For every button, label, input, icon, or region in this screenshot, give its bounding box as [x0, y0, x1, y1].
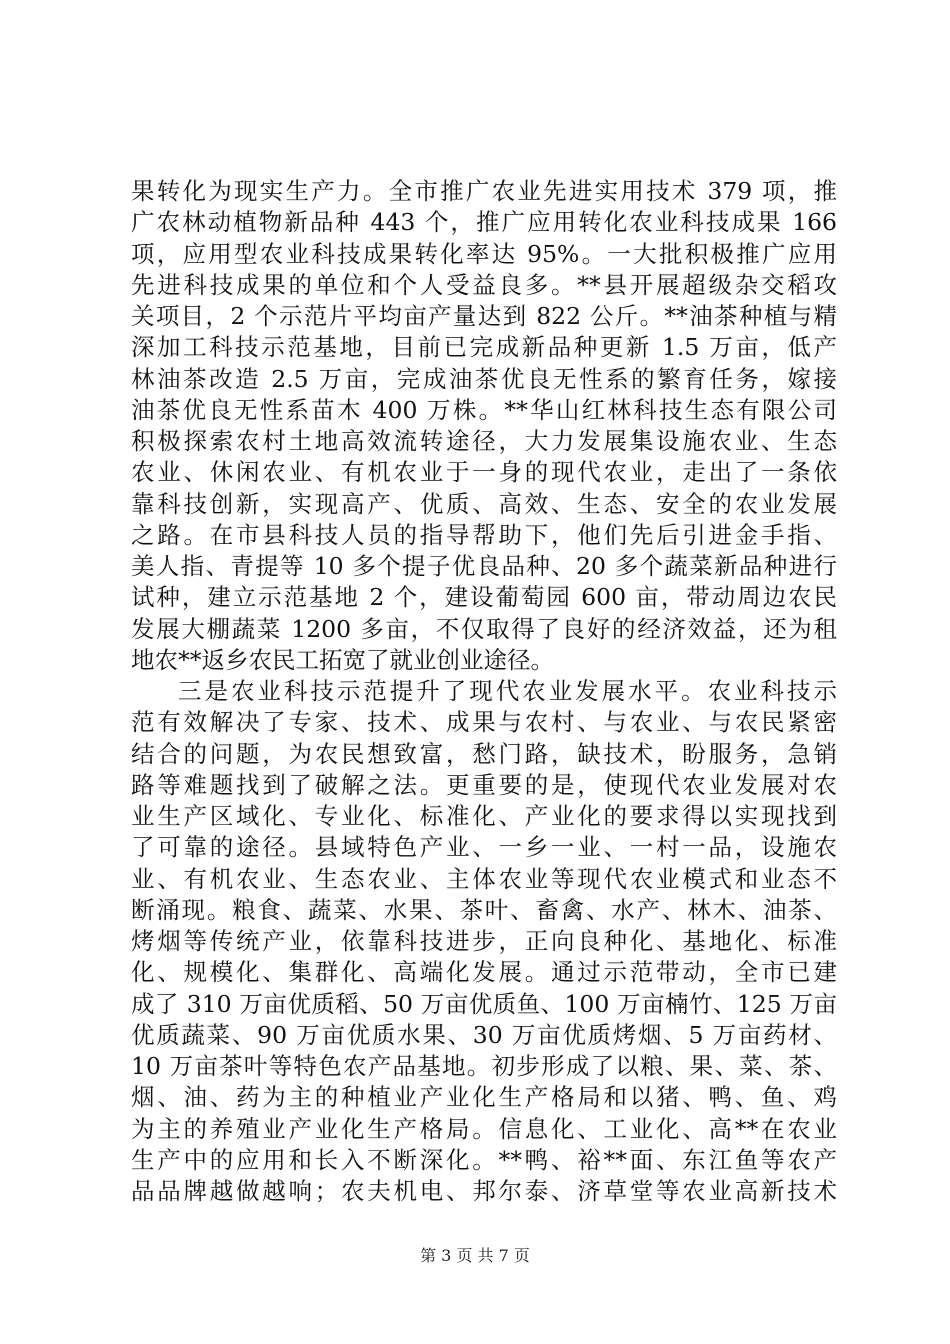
text-line: 项，应用型农业科技成果转化率达 95%。一大批积极推广应用: [131, 239, 837, 268]
text-line: 断涌现。粮食、蔬菜、水果、茶叶、畜禽、水产、林木、油茶、: [131, 895, 837, 924]
text-line: 为主的养殖业产业化生产格局。信息化、工业化、高**在农业: [131, 1114, 837, 1143]
text-line: 试种，建立示范基地 2 个，建设葡萄园 600 亩，带动周边农民: [131, 583, 837, 612]
text-line: 广农林动植物新品种 443 个，推广应用转化农业科技成果 166: [131, 208, 837, 237]
text-line: 结合的问题，为农民想致富，愁门路，缺技术，盼服务，急销: [131, 739, 837, 768]
text-line: 了可靠的途径。县域特色产业、一乡一业、一村一品，设施农: [131, 833, 837, 862]
text-line: 业生产区域化、专业化、标准化、产业化的要求得以实现找到: [131, 802, 837, 830]
text-line: 地农**返乡农民工拓宽了就业创业途径。: [131, 645, 554, 674]
text-line: 农业、休闲农业、有机农业于一身的现代农业，走出了一条依: [131, 458, 837, 487]
text-line: 10 万亩茶叶等特色农产品基地。初步形成了以粮、果、菜、茶、: [131, 1052, 837, 1080]
text-line: 果转化为现实生产力。全市推广农业先进实用技术 379 项，推: [131, 177, 837, 205]
text-line: 品品牌越做越响；农夫机电、邦尔泰、济草堂等农业高新技术: [131, 1177, 837, 1205]
page-number-footer: 第 3 页 共 7 页: [420, 1246, 530, 1265]
text-line: 优质蔬菜、90 万亩优质水果、30 万亩优质烤烟、5 万亩药材、: [131, 1020, 837, 1049]
text-line: 烟、油、药为主的种植业产业化生产格局和以猪、鸭、鱼、鸡: [131, 1083, 837, 1112]
text-line: 靠科技创新，实现高产、优质、高效、生态、安全的农业发展: [131, 489, 837, 518]
text-line: 关项目，2 个示范片平均亩产量达到 822 公斤。**油茶种植与精: [131, 302, 837, 330]
text-line: 化、规模化、集群化、高端化发展。通过示范带动，全市已建: [131, 958, 837, 987]
text-line: 成了 310 万亩优质稻、50 万亩优质鱼、100 万亩楠竹、125 万亩: [131, 989, 837, 1018]
text-line: 路等难题找到了破解之法。更重要的是，使现代农业发展对农: [131, 770, 837, 799]
text-line: 油茶优良无性系苗木 400 万株。**华山红林科技生态有限公司: [131, 395, 837, 424]
text-line: 范有效解决了专家、技术、成果与农村、与农业、与农民紧密: [131, 708, 837, 737]
text-line: 业、有机农业、生态农业、主体农业等现代农业模式和业态不: [131, 864, 837, 893]
text-line: 先进科技成果的单位和个人受益良多。**县开展超级杂交稻攻: [131, 270, 837, 299]
text-line: 林油茶改造 2.5 万亩，完成油茶优良无性系的繁育任务，嫁接: [131, 364, 837, 393]
text-line: 积极探索农村土地高效流转途径，大力发展集设施农业、生态: [131, 427, 837, 455]
text-line: 之路。在市县科技人员的指导帮助下，他们先后引进金手指、: [131, 520, 837, 549]
text-line: 发展大棚蔬菜 1200 多亩，不仅取得了良好的经济效益，还为租: [131, 614, 837, 643]
text-line: 生产中的应用和长入不断深化。**鸭、裕**面、东江鱼等农产: [131, 1145, 837, 1174]
paragraph-start-line: 三是农业科技示范提升了现代农业发展水平。农业科技示: [178, 677, 837, 705]
text-line: 深加工科技示范基地，目前已完成新品种更新 1.5 万亩，低产: [131, 333, 837, 362]
text-line: 美人指、青提等 10 多个提子优良品种、20 多个蔬菜新品种进行: [131, 552, 837, 580]
text-line: 烤烟等传统产业，依靠科技进步，正向良种化、基地化、标准: [131, 927, 837, 955]
document-body: [131, 176, 837, 1207]
